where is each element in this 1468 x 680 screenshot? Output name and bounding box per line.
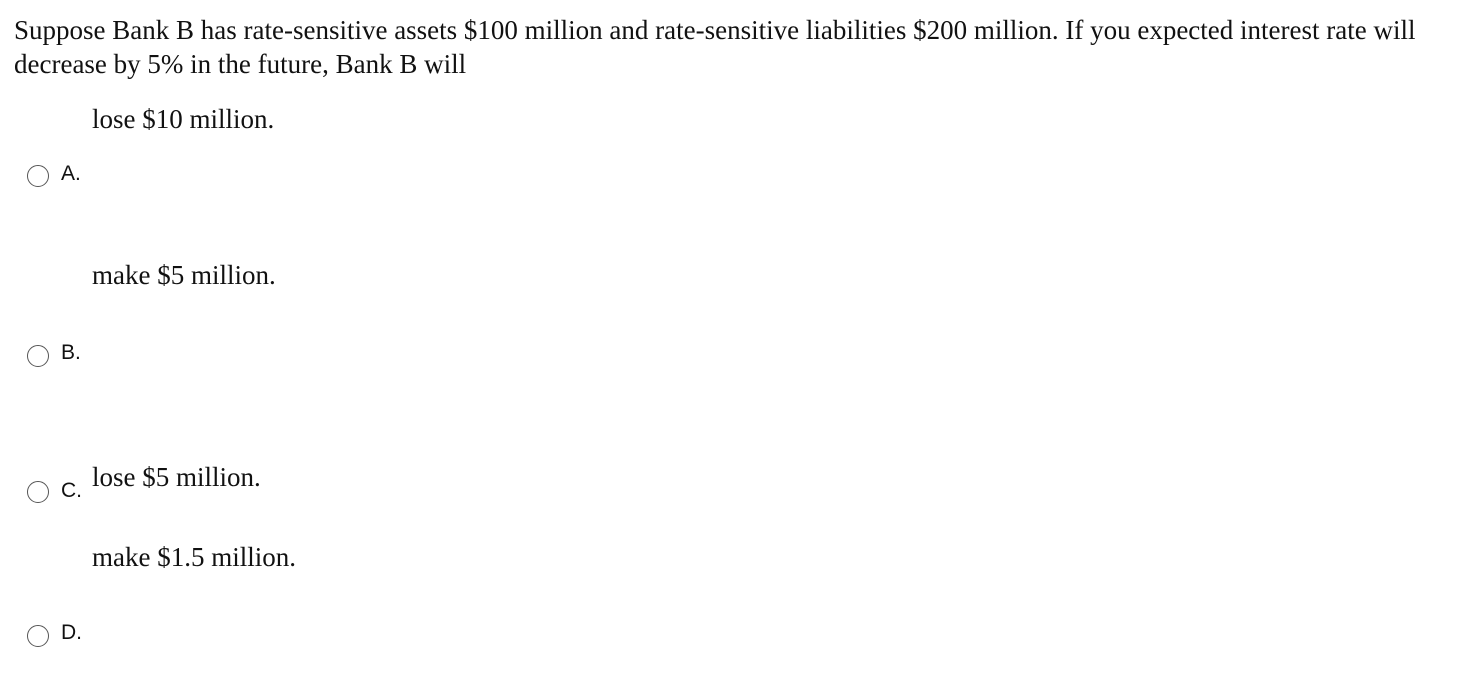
option-b-radio[interactable] (27, 345, 49, 367)
option-a-radio[interactable] (27, 165, 49, 187)
option-c-letter: C. (61, 479, 82, 502)
option-c-text: lose $5 million. (92, 462, 261, 492)
option-d-text: make $1.5 million. (92, 542, 296, 572)
question-text: Suppose Bank B has rate-sensitive assets $100 million and rate-sensitive liabilities $200 million. If you expected interest rate will decrease by 5% in the future, Bank B will (14, 15, 1416, 79)
option-c-radio[interactable] (27, 481, 49, 503)
option-d-radio[interactable] (27, 625, 49, 647)
option-b-text: make $5 million. (92, 260, 276, 290)
option-d-letter: D. (61, 621, 82, 644)
option-b-letter: B. (61, 341, 81, 364)
option-a-letter: A. (61, 162, 81, 185)
option-a-text: lose $10 million. (92, 104, 275, 134)
